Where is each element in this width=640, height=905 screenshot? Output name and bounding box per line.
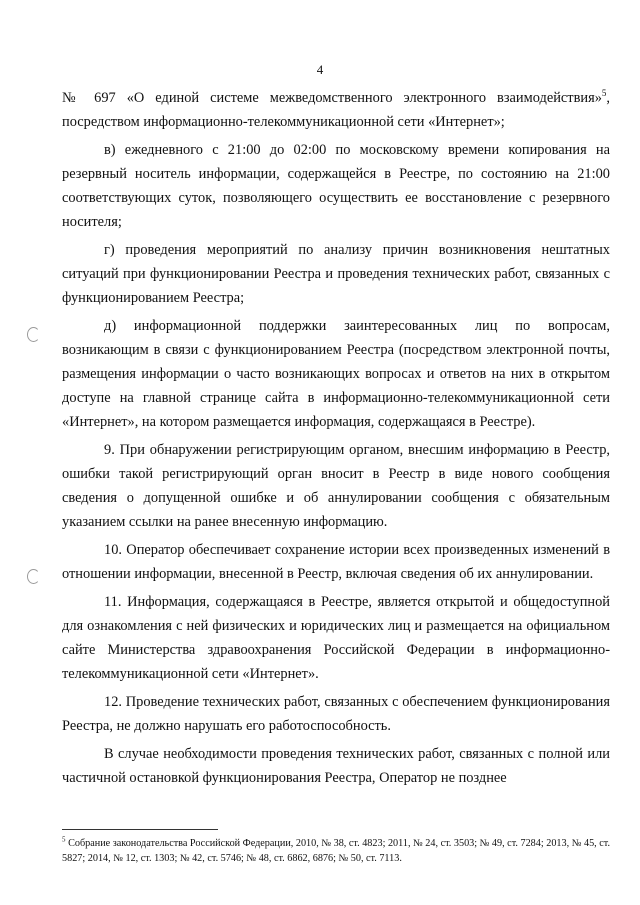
paragraph-clause-10: 10. Оператор обеспечивает сохранение истории всех произведенных изменений в отношении информации, внесенной в Реестр, включая сведения об их аннулировании. (62, 542, 610, 582)
footnote-divider (62, 829, 218, 830)
footnote (62, 836, 610, 866)
footnote-text: Собрание законодательства Российской Федерации, 2010, № 38, ст. 4823; 2011, № 24, ст. 3503; № 49, ст. 7284; 2013, № 45, ст. 5827; 2014, № 12, ст. 1303; № 42, ст. 5746; № 48, ст. 6862, 6876; № 50, ст. 7113. (62, 838, 611, 864)
paragraph-item-d: д) информационной поддержки заинтересованных лиц по вопросам, возникающим в связи с функционированием Реестра (посредством электронной почты, размещения информации о часто возникающих вопросах и ответов на них в открытом доступе на главной странице сайта в информационно-телекоммуникационной сети «Интернет», на котором размещается информация, содержащаяся в Реестре). (62, 318, 610, 430)
paragraph-item-g: г) проведения мероприятий по анализу причин возникновения нештатных ситуаций при функционировании Реестра и проведения технических работ, связанных с функционированием Реестра; (62, 242, 610, 306)
punch-hole-mark (27, 569, 40, 584)
paragraph-text: № 697 «О единой системе межведомственного электронного взаимодействия» (62, 90, 602, 106)
paragraph-clause-9: 9. При обнаружении регистрирующим органом, внесшим информацию в Реестр, ошибки такой регистрирующий орган вносит в Реестр в виде нового сообщения сведения о допущенной ошибке и об аннулировании сообщения с обязательным указанием ссылки на ранее внесенную информацию. (62, 442, 610, 530)
paragraph-clause-11: 11. Информация, содержащаяся в Реестре, является открытой и общедоступной для ознакомления с ней физических и юридических лиц и размещается на официальном сайте Министерства здравоохранения Российской Федерации в информационно-телекоммуникационной сети «Интернет». (62, 594, 610, 682)
punch-hole-mark (27, 327, 40, 342)
paragraph-clause-12: 12. Проведение технических работ, связанных с обеспечением функционирования Реестра, не должно нарушать его работоспособность. (62, 694, 610, 734)
page-number: 4 (316, 62, 324, 77)
paragraph-clause-12-continued: В случае необходимости проведения технических работ, связанных с полной или частичной остановкой функционирования Реестра, Оператор не позднее (62, 746, 610, 786)
paragraph-continuation (62, 86, 610, 134)
paragraph-text: , посредством информационно-телекоммуникационной сети «Интернет»; (62, 90, 610, 130)
paragraph-item-v: в) ежедневного с 21:00 до 02:00 по московскому времени копирования на резервный носитель информации, содержащейся в Реестре, по состоянию на 21:00 соответствующих суток, позволяющего осуществить ее восстановление с резервного носителя; (62, 142, 610, 230)
footnote-mark: 5 (62, 835, 66, 844)
footnote-reference: 5 (601, 88, 607, 99)
document-body (62, 86, 610, 790)
